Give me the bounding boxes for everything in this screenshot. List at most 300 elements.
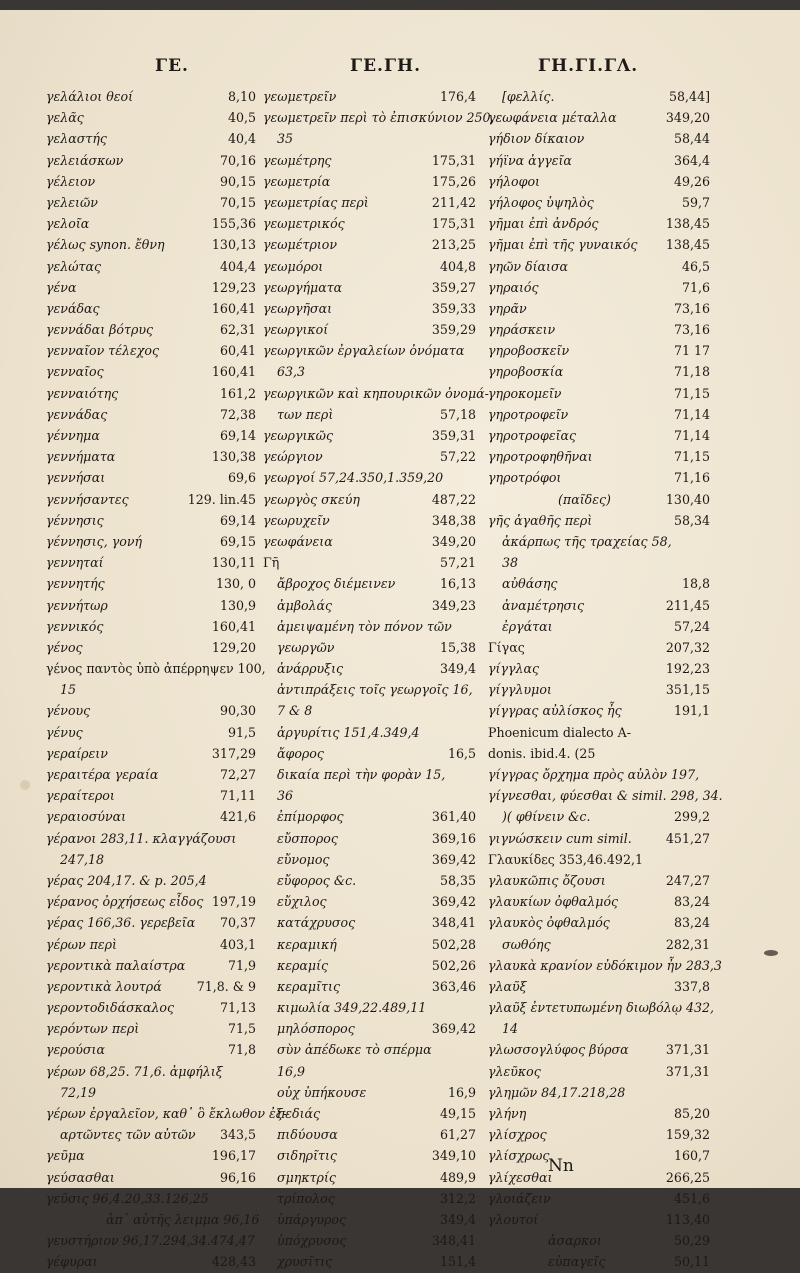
index-reference: 317,29 <box>211 745 256 761</box>
index-term: γλίσχρως <box>488 1148 550 1164</box>
index-term: γεννικός <box>46 618 104 634</box>
index-entry <box>46 1018 256 1039</box>
index-term: γεροντικὰ παλαίστρα <box>46 957 186 973</box>
index-term: γλαυκῶπις ὄζουσι <box>488 872 606 888</box>
index-entry <box>46 319 256 340</box>
index-entry <box>46 1082 256 1103</box>
index-reference: 348,41 <box>431 915 476 931</box>
index-entry <box>488 934 710 955</box>
index-entry <box>46 86 256 107</box>
index-reference: 72,38 <box>219 406 256 422</box>
index-entry <box>263 171 476 192</box>
index-reference: 369,42 <box>431 851 476 867</box>
index-entry <box>46 467 256 488</box>
index-term: πιδύουσα <box>277 1127 338 1143</box>
index-entry <box>46 489 256 510</box>
index-entry <box>488 86 710 107</box>
index-reference: 175,26 <box>431 173 476 189</box>
index-entry <box>46 700 256 721</box>
index-term: γέρανοι 283,11. κλαγγάζουσι <box>46 830 237 846</box>
index-reference: 18,8 <box>681 576 710 592</box>
index-term: αὐθάσης <box>502 576 558 592</box>
index-entry <box>263 552 476 573</box>
index-term: 72,19 <box>60 1084 97 1100</box>
index-entry <box>263 870 476 891</box>
index-term: γελώτας <box>46 258 102 274</box>
index-entry <box>263 1082 476 1103</box>
index-entry <box>46 1209 260 1230</box>
index-term: γεραιτέρα γεραία <box>46 767 159 782</box>
index-entry <box>488 1082 710 1103</box>
index-term: 63,3 <box>277 364 306 380</box>
index-term: γλαυκὸς ὀφθαλμός <box>488 915 610 931</box>
index-reference: 57,24 <box>673 618 710 634</box>
index-term: Phoenicum dialecto A- <box>488 724 631 740</box>
index-reference: 57,21 <box>439 555 476 571</box>
book-page <box>0 10 800 1270</box>
index-term: γεωμετρικός <box>263 216 345 232</box>
index-term: γιγνώσκειν cum simil. <box>488 830 632 846</box>
index-entry <box>488 1124 710 1145</box>
index-term: γένα <box>46 279 77 295</box>
index-entry <box>488 383 710 404</box>
index-reference: 71,8. & 9 <box>196 978 256 994</box>
index-reference: 176,4 <box>439 89 476 104</box>
index-term: 38 <box>502 555 519 571</box>
index-entry <box>263 256 476 277</box>
index-entry <box>263 1251 476 1272</box>
index-reference: 359,29 <box>431 322 476 338</box>
index-entry <box>46 510 256 531</box>
index-term: γεωρυχεῖν <box>263 512 330 528</box>
index-term: δικαία περὶ τὴν φορὰν 15, <box>277 767 446 782</box>
index-reference: 69,15 <box>219 533 256 549</box>
index-term: γεννήτωρ <box>46 597 108 613</box>
index-term: γηροβοσκία <box>488 364 564 380</box>
index-reference: 15,38 <box>439 639 476 655</box>
index-entry <box>263 531 476 552</box>
index-term: γεροντοδιδάσκαλος <box>46 1000 175 1016</box>
index-term: 35 <box>277 131 294 147</box>
index-term: κεραμίς <box>277 957 329 973</box>
index-entry <box>263 1061 476 1082</box>
index-term: γεῦμα <box>46 1148 85 1164</box>
index-reference: 16,5 <box>447 745 476 761</box>
index-term: γελάλιοι θεοί <box>46 89 134 104</box>
index-term: γίγνεσθαι, φύεσθαι & simil. 298, 34. <box>488 788 723 804</box>
index-reference: 282,31 <box>665 936 710 952</box>
index-term: ἀνάρρυξις <box>277 661 344 677</box>
index-entry <box>488 1145 710 1166</box>
index-reference: 58,44] <box>669 89 710 104</box>
index-term: γῆς ἀγαθῆς περὶ <box>488 512 593 528</box>
index-reference: 71,11 <box>219 788 256 804</box>
index-entry <box>488 489 710 510</box>
index-reference: 192,23 <box>665 661 710 677</box>
index-term: γλωσσογλύφος βύρσα <box>488 1042 629 1058</box>
index-term: σὺν ἀπέδωκε τὸ σπέρμα <box>277 1042 432 1058</box>
index-term: [φελλίς. <box>502 89 555 104</box>
index-reference: 130,9 <box>219 597 256 613</box>
index-entry <box>46 404 256 425</box>
index-entry <box>263 1039 476 1060</box>
index-reference: 343,5 <box>219 1127 256 1143</box>
index-reference: 90,30 <box>219 703 256 719</box>
index-term: γεωμετρεῖν περὶ τὸ ἐπισκύνιον 250, <box>263 110 495 126</box>
index-term: γεννηταί <box>46 555 104 571</box>
index-entry <box>46 1167 256 1188</box>
index-term: γενναῖον τέλεχος <box>46 343 160 359</box>
index-reference: 73,16 <box>673 300 710 316</box>
index-reference: 207,32 <box>665 639 710 655</box>
index-term: γηροτροφηθῆναι <box>488 449 593 465</box>
index-reference: 57,18 <box>439 406 476 422</box>
index-term: γήλοφοι <box>488 173 540 189</box>
index-term: 14 <box>502 1021 519 1037</box>
index-term: γηροβοσκεῖν <box>488 343 570 359</box>
index-term: γηρᾶν <box>488 300 527 316</box>
index-entry <box>46 764 256 785</box>
index-term: γηραιός <box>488 279 539 295</box>
index-reference: 40,4 <box>227 131 256 147</box>
index-term: γεωργικῶν ἐργαλείων ὀνόματα <box>263 343 465 359</box>
index-term: κιμωλία 349,22.489,11 <box>277 1000 427 1016</box>
index-term: γίγγλας <box>488 661 540 677</box>
index-term: γλημῶν 84,17.218,28 <box>488 1084 626 1100</box>
paper-spot <box>20 780 30 790</box>
index-term: γλεῦκος <box>488 1063 541 1079</box>
index-reference: 403,1 <box>219 936 256 952</box>
index-term: γεωργοί 57,24.350,1.359,20 <box>263 470 444 486</box>
index-entry <box>488 234 710 255</box>
index-entry <box>263 107 495 128</box>
index-entry <box>46 171 256 192</box>
index-entry <box>263 234 476 255</box>
index-entry <box>488 107 710 128</box>
index-term: γεραίτεροι <box>46 788 115 804</box>
index-reference: 160,41 <box>211 618 256 634</box>
index-entry <box>46 743 256 764</box>
index-reference: 113,40 <box>665 1211 710 1227</box>
index-term: γελαστής <box>46 131 107 147</box>
index-entry <box>263 743 476 764</box>
index-reference: 61,27 <box>439 1127 476 1143</box>
index-entry <box>263 383 489 404</box>
index-term: γέρανος ὀρχήσεως εἶδος <box>46 894 204 910</box>
index-term: γέφυραι <box>46 1254 98 1270</box>
index-entry <box>488 425 710 446</box>
index-entry <box>46 679 256 700</box>
index-entry <box>46 891 256 912</box>
index-term: γεωμέτριον <box>263 237 338 253</box>
index-entry <box>263 489 476 510</box>
index-entry <box>263 891 476 912</box>
index-term: σιδηρῖτις <box>277 1148 337 1164</box>
index-term: ἄφορος <box>277 745 324 761</box>
index-reference: 312,2 <box>439 1190 476 1206</box>
index-entry <box>46 997 256 1018</box>
index-entry <box>46 573 256 594</box>
index-entry <box>46 150 256 171</box>
index-reference: 247,27 <box>665 872 710 888</box>
index-entry <box>263 806 476 827</box>
index-term: γεωργικῶς <box>263 428 334 443</box>
index-entry <box>488 912 710 933</box>
index-term: γεροντικὰ λουτρά <box>46 978 162 994</box>
index-term: γηροτροφεῖας <box>488 428 577 443</box>
index-reference: 211,42 <box>431 194 476 210</box>
index-entry <box>263 1188 476 1209</box>
index-reference: 213,25 <box>431 237 476 253</box>
index-term: γερόντων περὶ <box>46 1021 140 1037</box>
index-entry <box>46 785 256 806</box>
index-term: γεννάδας <box>46 406 108 422</box>
index-reference: 129,20 <box>211 639 256 655</box>
index-term: γεωργικοί <box>263 322 329 338</box>
index-reference: 351,15 <box>665 682 710 698</box>
index-reference: 349,23 <box>431 597 476 613</box>
index-entry <box>46 277 256 298</box>
index-entry <box>488 870 710 891</box>
index-entry <box>488 361 710 382</box>
index-term: γένους <box>46 703 91 719</box>
index-entry <box>488 1018 710 1039</box>
index-entry <box>263 1124 476 1145</box>
index-entry <box>488 595 710 616</box>
index-reference: 71 17 <box>673 343 710 359</box>
index-entry <box>46 256 256 277</box>
index-term: γλαυκὰ κρανίον εὐδόκιμον ἦν 283,3 <box>488 957 722 973</box>
index-entry <box>46 870 256 891</box>
index-term: κεραμῖτις <box>277 978 341 994</box>
index-entry <box>488 552 710 573</box>
index-entry <box>46 616 256 637</box>
index-reference: 40,5 <box>227 110 256 126</box>
index-entry <box>488 150 710 171</box>
index-term: ἀσαρκοι <box>548 1233 602 1249</box>
index-term: γέννησις <box>46 512 104 528</box>
index-term: γενάδας <box>46 300 100 316</box>
header-center: ΓΕ.ΓΗ. <box>350 56 421 76</box>
index-term: σμηκτρίς <box>277 1169 336 1185</box>
index-term: σωθόης <box>502 936 551 952</box>
index-entry <box>488 722 710 743</box>
index-entry <box>263 298 476 319</box>
index-entry <box>46 828 256 849</box>
index-entry <box>263 637 476 658</box>
index-entry <box>46 298 256 319</box>
index-reference: 71,14 <box>673 406 710 422</box>
index-entry <box>46 595 256 616</box>
index-term: γελειάσκων <box>46 152 124 168</box>
index-entry <box>488 404 710 425</box>
ink-mark <box>764 950 778 956</box>
index-term: ἀκάρπως τῆς τραχείας 58, <box>502 533 672 549</box>
index-term: γέρων περὶ <box>46 936 117 952</box>
index-term: γήδιον δίκαιον <box>488 131 585 147</box>
index-entry <box>263 722 476 743</box>
index-reference: 72,27 <box>219 767 256 782</box>
index-term: γένος παντὸς ὑπὸ ἀπέρρηψεν 100, <box>46 661 266 677</box>
index-entry <box>46 912 256 933</box>
index-reference: 349,4 <box>439 1211 476 1227</box>
index-reference: 130, 0 <box>215 576 256 592</box>
index-term: γλήνη <box>488 1106 527 1121</box>
index-entry <box>46 340 256 361</box>
index-entry <box>263 1230 476 1251</box>
index-entry <box>488 955 722 976</box>
index-term: ὑπάργυρος <box>277 1211 347 1227</box>
index-entry <box>263 404 476 425</box>
index-reference: 71,18 <box>673 364 710 380</box>
index-entry <box>488 743 710 764</box>
index-term: γελᾶς <box>46 110 84 126</box>
index-reference: 50,11 <box>673 1254 710 1270</box>
index-term: γεωμετρεῖν <box>263 89 337 104</box>
index-entry <box>46 1103 288 1124</box>
index-entry <box>488 1209 710 1230</box>
index-reference: 369,42 <box>431 1021 476 1037</box>
index-entry <box>488 785 723 806</box>
index-term: γέλειον <box>46 173 96 189</box>
index-reference: 50,29 <box>673 1233 710 1249</box>
index-term: γεωργὸς σκεύη <box>263 491 360 507</box>
index-reference: 73,16 <box>673 322 710 338</box>
index-entry <box>46 128 256 149</box>
index-term: γεωργῶν <box>277 639 335 655</box>
index-entry <box>263 700 476 721</box>
index-entry <box>488 1230 710 1251</box>
index-reference: 160,7 <box>673 1148 710 1164</box>
index-reference: 96,16 <box>219 1169 256 1185</box>
index-term: ἐργάται <box>502 618 553 634</box>
index-reference: 69,14 <box>219 428 256 443</box>
index-reference: 359,33 <box>431 300 476 316</box>
index-entry <box>46 806 256 827</box>
index-entry <box>46 383 256 404</box>
index-entry <box>46 213 256 234</box>
index-term: ἀμειψαμένη τὸν πόνον τῶν <box>277 618 452 634</box>
index-reference: 130,38 <box>211 449 256 465</box>
index-entry <box>488 531 710 552</box>
index-entry <box>46 976 256 997</box>
index-entry <box>488 298 710 319</box>
index-reference: 71,9 <box>227 957 256 973</box>
index-term: αρτῶντες τῶν αὐτῶν <box>60 1127 196 1143</box>
index-term: γενναῖος <box>46 364 104 380</box>
index-term: εὔχιλος <box>277 894 327 910</box>
index-reference: 8,10 <box>227 89 256 104</box>
index-reference: 359,31 <box>431 428 476 443</box>
index-entry <box>488 1103 710 1124</box>
index-term: γλαυκίων ὀφθαλμός <box>488 894 619 910</box>
index-reference: 361,40 <box>431 809 476 825</box>
index-reference: 57,22 <box>439 449 476 465</box>
index-entry <box>46 955 256 976</box>
index-entry <box>263 849 476 870</box>
index-term: γλοιάζειν <box>488 1190 551 1206</box>
index-term: γεωμετρία <box>263 173 331 189</box>
index-entry <box>488 1251 710 1272</box>
index-entry <box>263 658 476 679</box>
index-entry <box>488 700 710 721</box>
index-term: εὐπαγεῖς <box>548 1254 606 1270</box>
index-reference: 91,5 <box>227 724 256 740</box>
index-entry <box>263 764 476 785</box>
index-term: (παῖδες) <box>558 491 611 507</box>
index-reference: 59,7 <box>681 194 710 210</box>
index-term: γέρας 204,17. & p. 205,4 <box>46 872 207 888</box>
index-reference: 502,28 <box>431 936 476 952</box>
index-entry <box>263 1209 476 1230</box>
index-reference: 58,34 <box>673 512 710 528</box>
index-reference: 371,31 <box>665 1042 710 1058</box>
index-term: 7 & 8 <box>277 703 313 719</box>
index-reference: 58,35 <box>439 872 476 888</box>
index-term: ἀναμέτρησις <box>502 597 585 613</box>
index-term: γλαῦξ ἐντετυπωμένη διωβόλῳ 432, <box>488 1000 715 1016</box>
index-reference: 196,17 <box>211 1148 256 1164</box>
index-reference: 138,45 <box>665 216 710 232</box>
index-reference: 160,41 <box>211 364 256 380</box>
index-term: Γίγας <box>488 639 525 655</box>
index-reference: 62,31 <box>219 322 256 338</box>
index-term: γεννήματα <box>46 449 116 465</box>
index-term: donis. ibid.4. (25 <box>488 745 596 761</box>
index-reference: 71,5 <box>227 1021 256 1037</box>
index-term: κεραμική <box>277 936 337 952</box>
index-entry <box>488 891 710 912</box>
index-entry <box>46 934 256 955</box>
index-reference: 349,20 <box>665 110 710 126</box>
index-term: γελειῶν <box>46 194 98 210</box>
index-term: 15 <box>60 682 77 698</box>
index-entry <box>46 1039 256 1060</box>
index-entry <box>263 446 476 467</box>
index-reference: 129,23 <box>211 279 256 295</box>
index-term: γέννησις, γονή <box>46 533 143 549</box>
index-term: γεννητής <box>46 576 105 592</box>
index-reference: 160,41 <box>211 300 256 316</box>
header-left: ΓΕ. <box>155 56 189 76</box>
index-reference: 337,8 <box>673 978 710 994</box>
index-reference: 83,24 <box>673 915 710 931</box>
index-term: γεωμέτρης <box>263 152 332 168</box>
index-reference: 175,31 <box>431 216 476 232</box>
index-term: ἀμβολάς <box>277 597 333 613</box>
index-term: 16,9 <box>277 1063 306 1079</box>
index-reference: 159,32 <box>665 1127 710 1143</box>
index-reference: 348,41 <box>431 1233 476 1249</box>
index-reference: 60,41 <box>219 343 256 359</box>
index-reference: 58,44 <box>673 131 710 147</box>
index-term: γεωργικῶν καὶ κηπουρικῶν ὀνομά- <box>263 385 489 401</box>
index-entry <box>46 1230 256 1251</box>
index-term: γίγγρας αὐλίσκος ἦς <box>488 703 622 719</box>
index-term: γηροκομεῖν <box>488 385 562 401</box>
index-reference: 369,42 <box>431 894 476 910</box>
index-entry <box>263 1167 476 1188</box>
index-reference: 49,26 <box>673 173 710 189</box>
header-right: ΓΗ.ΓΙ.ΓΛ. <box>538 56 639 76</box>
index-entry <box>488 128 710 149</box>
index-reference: 70,37 <box>219 915 256 931</box>
index-term: μηλόσπορος <box>277 1021 355 1037</box>
index-entry <box>263 277 476 298</box>
index-reference: 364,4 <box>673 152 710 168</box>
index-entry <box>263 785 476 806</box>
index-reference: 71,15 <box>673 449 710 465</box>
